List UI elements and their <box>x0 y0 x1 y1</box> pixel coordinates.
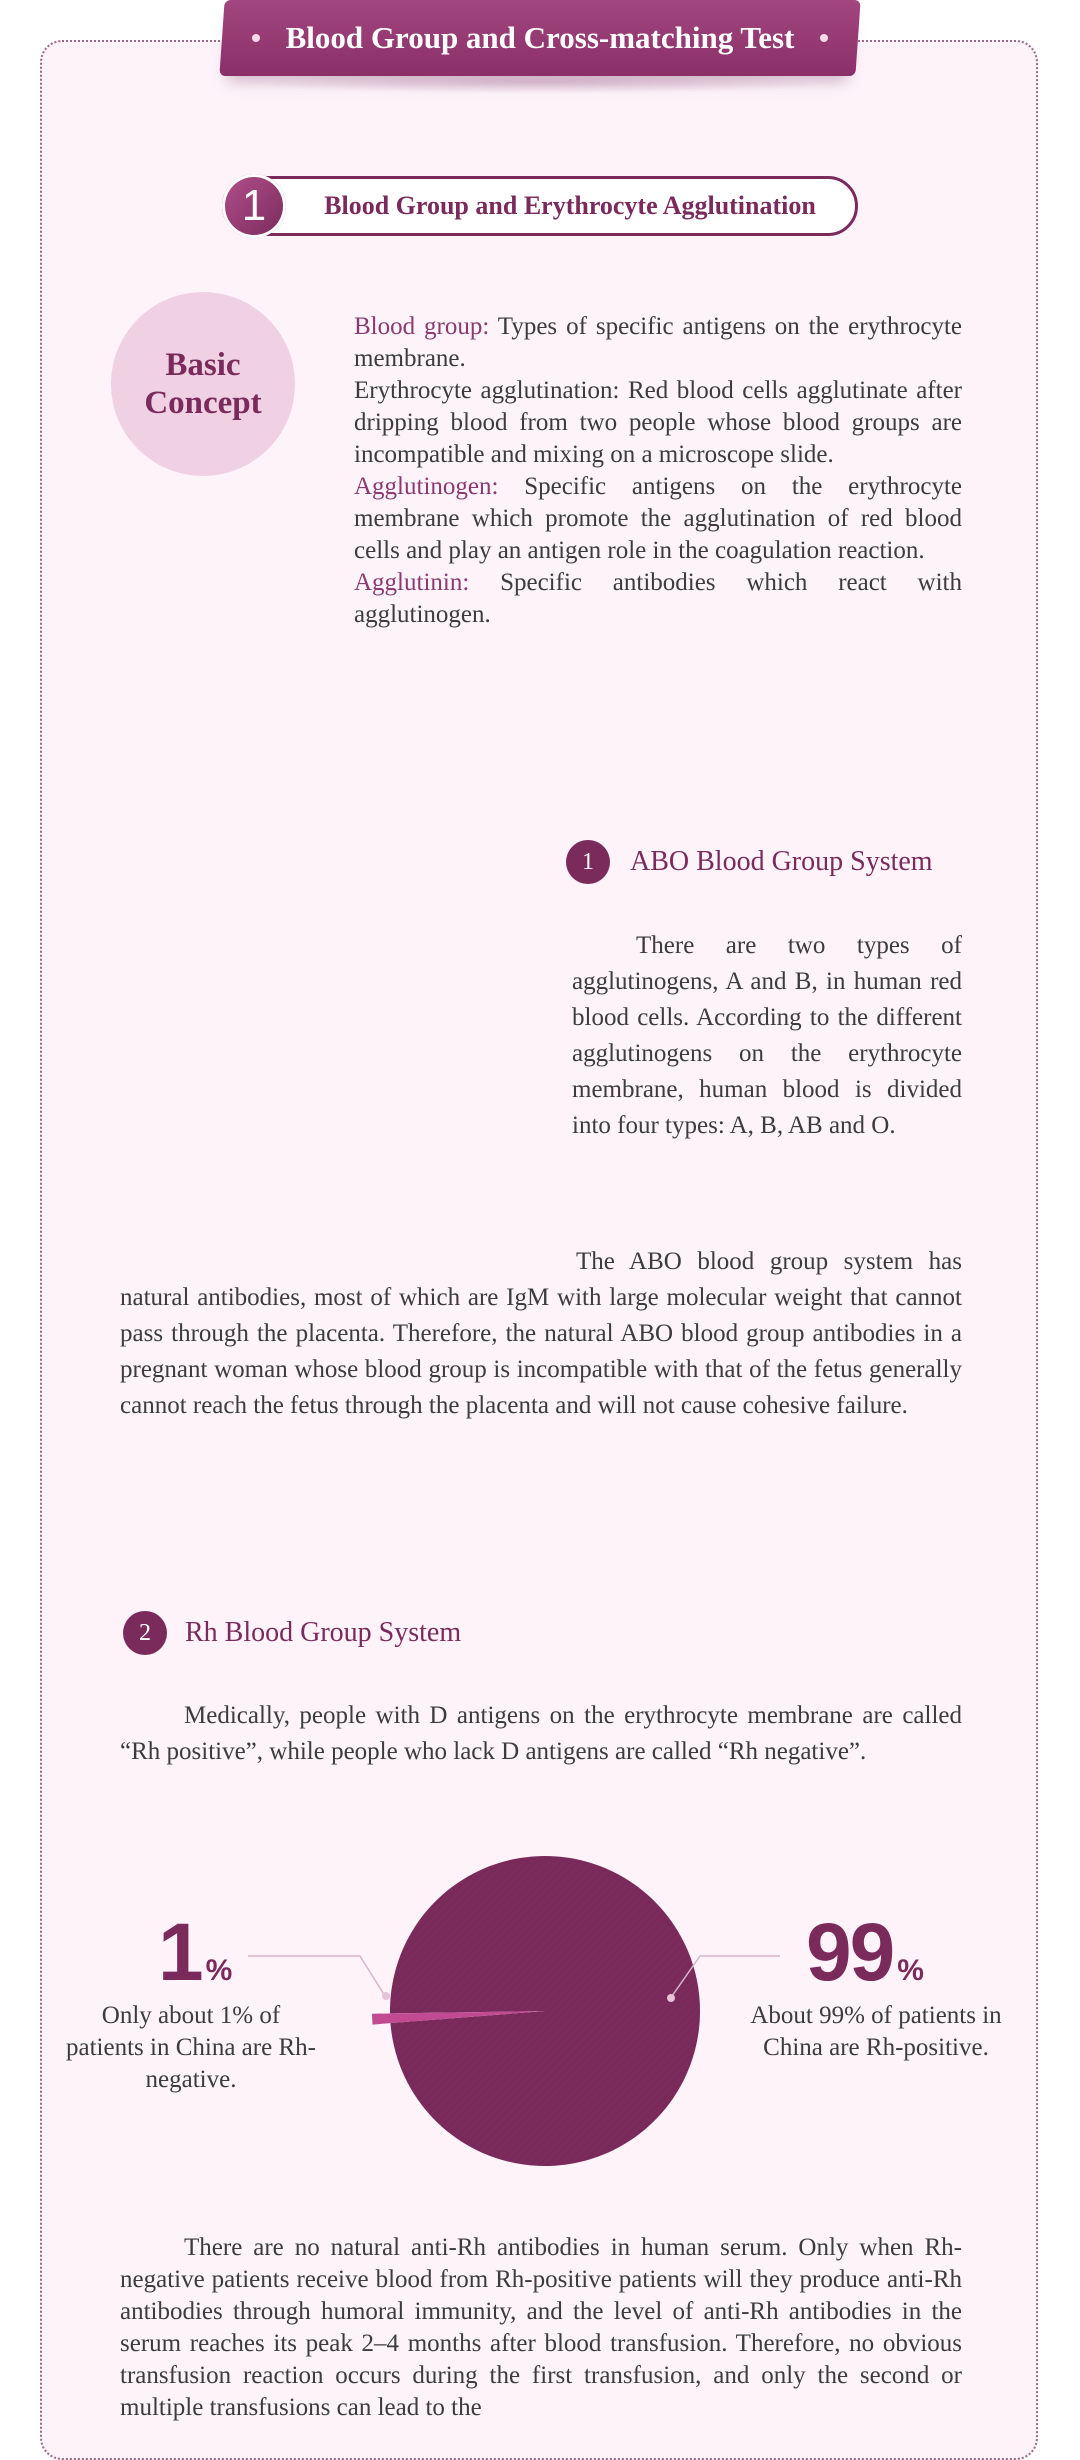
leader-dot-left <box>382 1992 390 2000</box>
definition-term: Blood group: <box>354 313 490 340</box>
rh-title: Rh Blood Group System <box>185 1617 462 1648</box>
definition-term: Agglutinin: <box>354 569 470 596</box>
percent-unit: % <box>205 1954 233 1987</box>
rh-positive-caption: About 99% of patients in China are Rh-positive. <box>750 2002 1002 2061</box>
section-number: 1 <box>222 174 286 238</box>
rh-number: 2 <box>123 1611 167 1655</box>
basic-concept-badge <box>111 292 295 476</box>
abo-subheading <box>566 840 933 884</box>
rh-subheading <box>123 1611 461 1655</box>
bullet-dot-icon <box>820 34 828 42</box>
section-title: Blood Group and Erythrocyte Agglutination <box>324 191 816 220</box>
bullet-dot-icon <box>252 34 260 42</box>
rh-paragraph-1: Medically, people with D antigens on the erythrocyte membrane are called “Rh positive”, while people who lack D antigens are called “Rh negative”. <box>120 1702 962 1765</box>
definition-agglutination <box>354 375 962 471</box>
rh-paragraph-2: There are no natural anti-Rh antibodies in human serum. Only when Rh-negative patients receive blood from Rh-positive patients will they produce anti-Rh antibodies through humoral immunity, and the level of anti-Rh antibodies in the serum reaches its peak 2–4 months after blood transfusion. Therefore, no obvious transfusion reaction occurs during the first transfusion, and only the second or multiple transfusions can lead to the <box>120 2234 962 2421</box>
concept-definitions <box>354 311 962 631</box>
definition-text: Specific antibodies which react with agglutinogen. <box>354 569 962 628</box>
definition-blood-group <box>354 311 962 375</box>
definition-agglutinogen <box>354 471 962 567</box>
badge-line-2: Concept <box>144 385 262 421</box>
percent-unit: % <box>897 1954 924 1987</box>
percent-value: 1 <box>158 1907 202 1998</box>
percent-value: 99 <box>806 1907 894 1998</box>
leader-line-left <box>248 1956 385 1996</box>
rh-positive-percent <box>806 1906 924 2000</box>
abo-paragraph-2: The ABO blood group system has natural antibodies, most of which are IgM with large molecular weight that cannot pass through the placenta. Therefore, the natural ABO blood group antibodies in a pregnant woman whose blood group is incompatible with that of the fetus generally cannot reach the fetus through the placenta and will not cause cohesive failure. <box>120 1248 962 1419</box>
badge-line-1: Basic <box>165 347 241 383</box>
page-title: Blood Group and Cross-matching Test <box>285 20 795 55</box>
definition-text: Specific antigens on the erythrocyte membrane which promote the agglutination of red blood cells and play an antigen role in the coagulation reaction. <box>354 473 962 564</box>
definition-text: Types of specific antigens on the erythrocyte membrane. <box>354 313 962 372</box>
abo-title: ABO Blood Group System <box>630 846 933 877</box>
definition-term: Agglutinogen: <box>354 473 499 500</box>
rh-negative-caption: Only about 1% of patients in China are Rh-negative. <box>66 2002 316 2093</box>
leader-dot-right <box>667 1994 675 2002</box>
definition-agglutinin <box>354 567 962 631</box>
rh-negative-percent <box>158 1906 232 2000</box>
title-banner-text <box>222 0 858 76</box>
abo-number: 1 <box>566 840 610 884</box>
definition-text: Erythrocyte agglutination: Red blood cells agglutinate after dripping blood from two people whose blood groups are incompatible and mixing on a microscope slide. <box>354 377 962 468</box>
abo-paragraph-1: There are two types of agglutinogens, A and B, in human red blood cells. According to the different agglutinogens on the erythrocyte membrane, human blood is divided into four types: A, B, AB and O. <box>572 932 962 1139</box>
